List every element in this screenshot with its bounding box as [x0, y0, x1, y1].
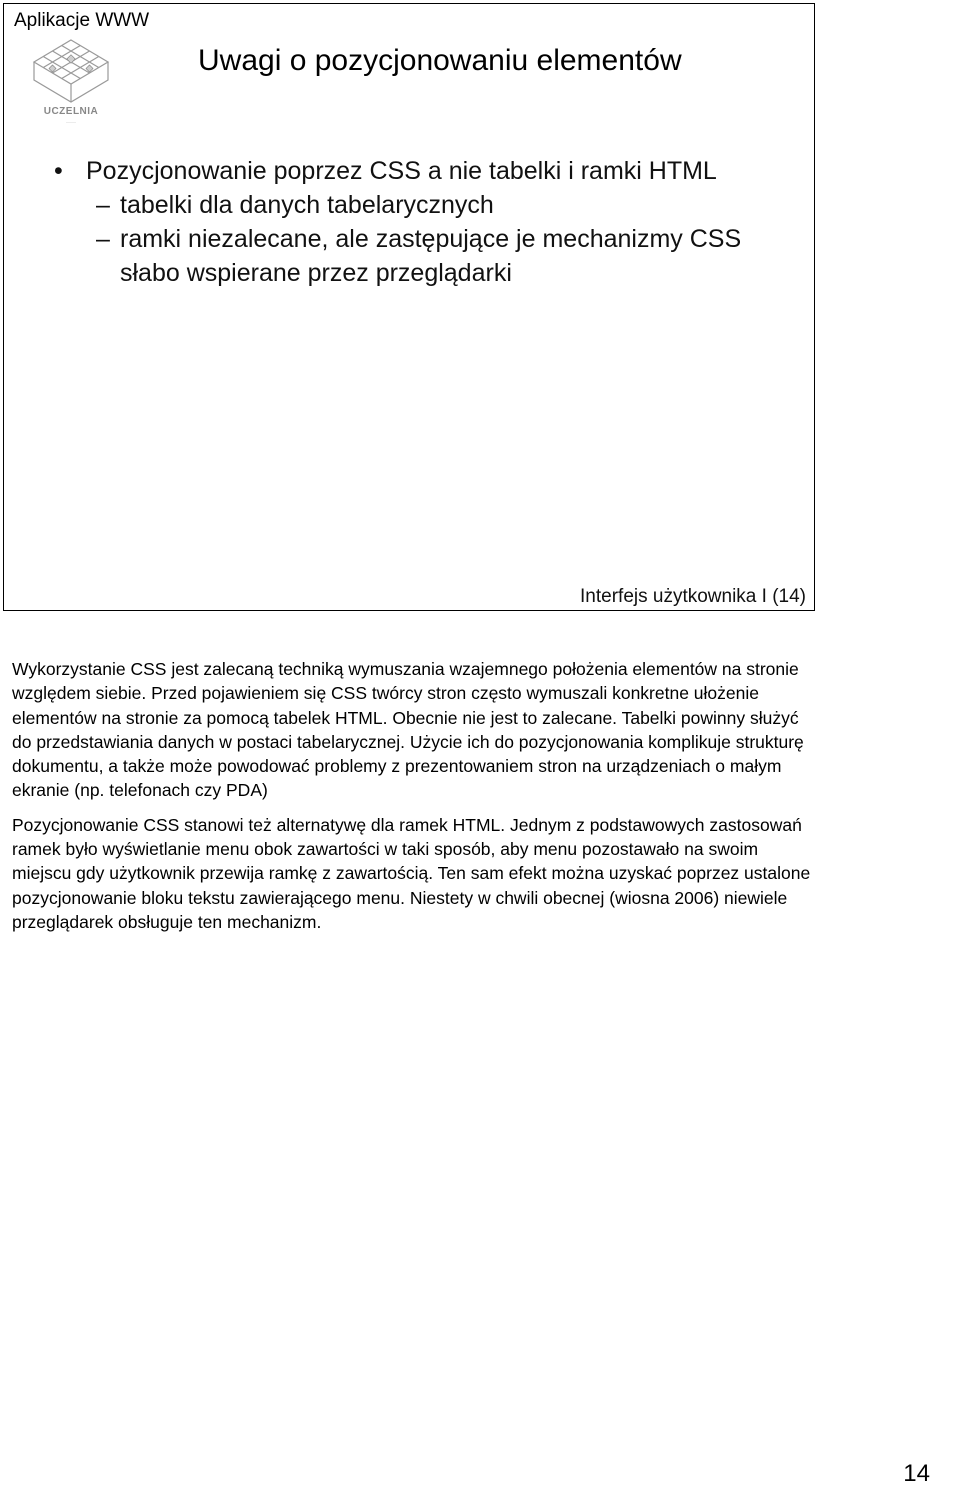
course-name: Aplikacje WWW: [14, 10, 150, 31]
speaker-notes: [12, 657, 812, 944]
page-number: 14: [903, 1460, 930, 1487]
slide-frame: [3, 3, 815, 611]
bullet-list: [54, 154, 794, 290]
grid-logo-icon: [28, 36, 114, 108]
notes-paragraph: Pozycjonowanie CSS stanowi też alternatywę dla ramek HTML. Jednym z podstawowych zastosowań ramek było wyświetlanie menu obok zawartości w taki sposób, aby menu pozostawało na swoim miejscu gdy użytkownik przewija ramkę z zawartością. Ten sam efekt można uzyskać poprzez ustalone pozycjonowanie bloku tekstu zawierającego menu. Niestety w chwili obecnej (wiosna 2006) niewiele przeglądarek obsługuje ten mechanizm.: [12, 814, 811, 932]
university-logo: [28, 36, 114, 136]
sub-bullet-item: – ramki niezalecane, ale zastępujące je mechanizmy CSS słabo wspierane przez przeglądarki: [54, 222, 794, 290]
slide-title: Uwagi o pozycjonowaniu elementów: [198, 44, 682, 77]
logo-subtext: ·····: [66, 120, 76, 126]
slide-footer: Interfejs użytkownika I (14): [580, 586, 806, 607]
logo-wordmark: UCZELNIA: [43, 106, 99, 117]
sub-bullet-item: – tabelki dla danych tabelarycznych: [54, 188, 794, 222]
bullet-item: • Pozycjonowanie poprzez CSS a nie tabelki i ramki HTML: [54, 154, 794, 188]
notes-paragraph: Wykorzystanie CSS jest zalecaną techniką wymuszania wzajemnego położenia elementów na stronie względem siebie. Przed pojawieniem się CSS twórcy stron często wymuszali konkretne ułożenie elementów na stronie za pomocą tabelek HTML. Obecnie nie jest to zalecane. Tabelki powinny służyć do przedstawiania danych w postaci tabelarycznej. Użycie ich do pozycjonowania komplikuje strukturę dokumentu, a także może powodować problemy z prezentowaniem stron na urządzeniach o małym ekranie (np. telefonach czy PDA): [12, 659, 804, 801]
